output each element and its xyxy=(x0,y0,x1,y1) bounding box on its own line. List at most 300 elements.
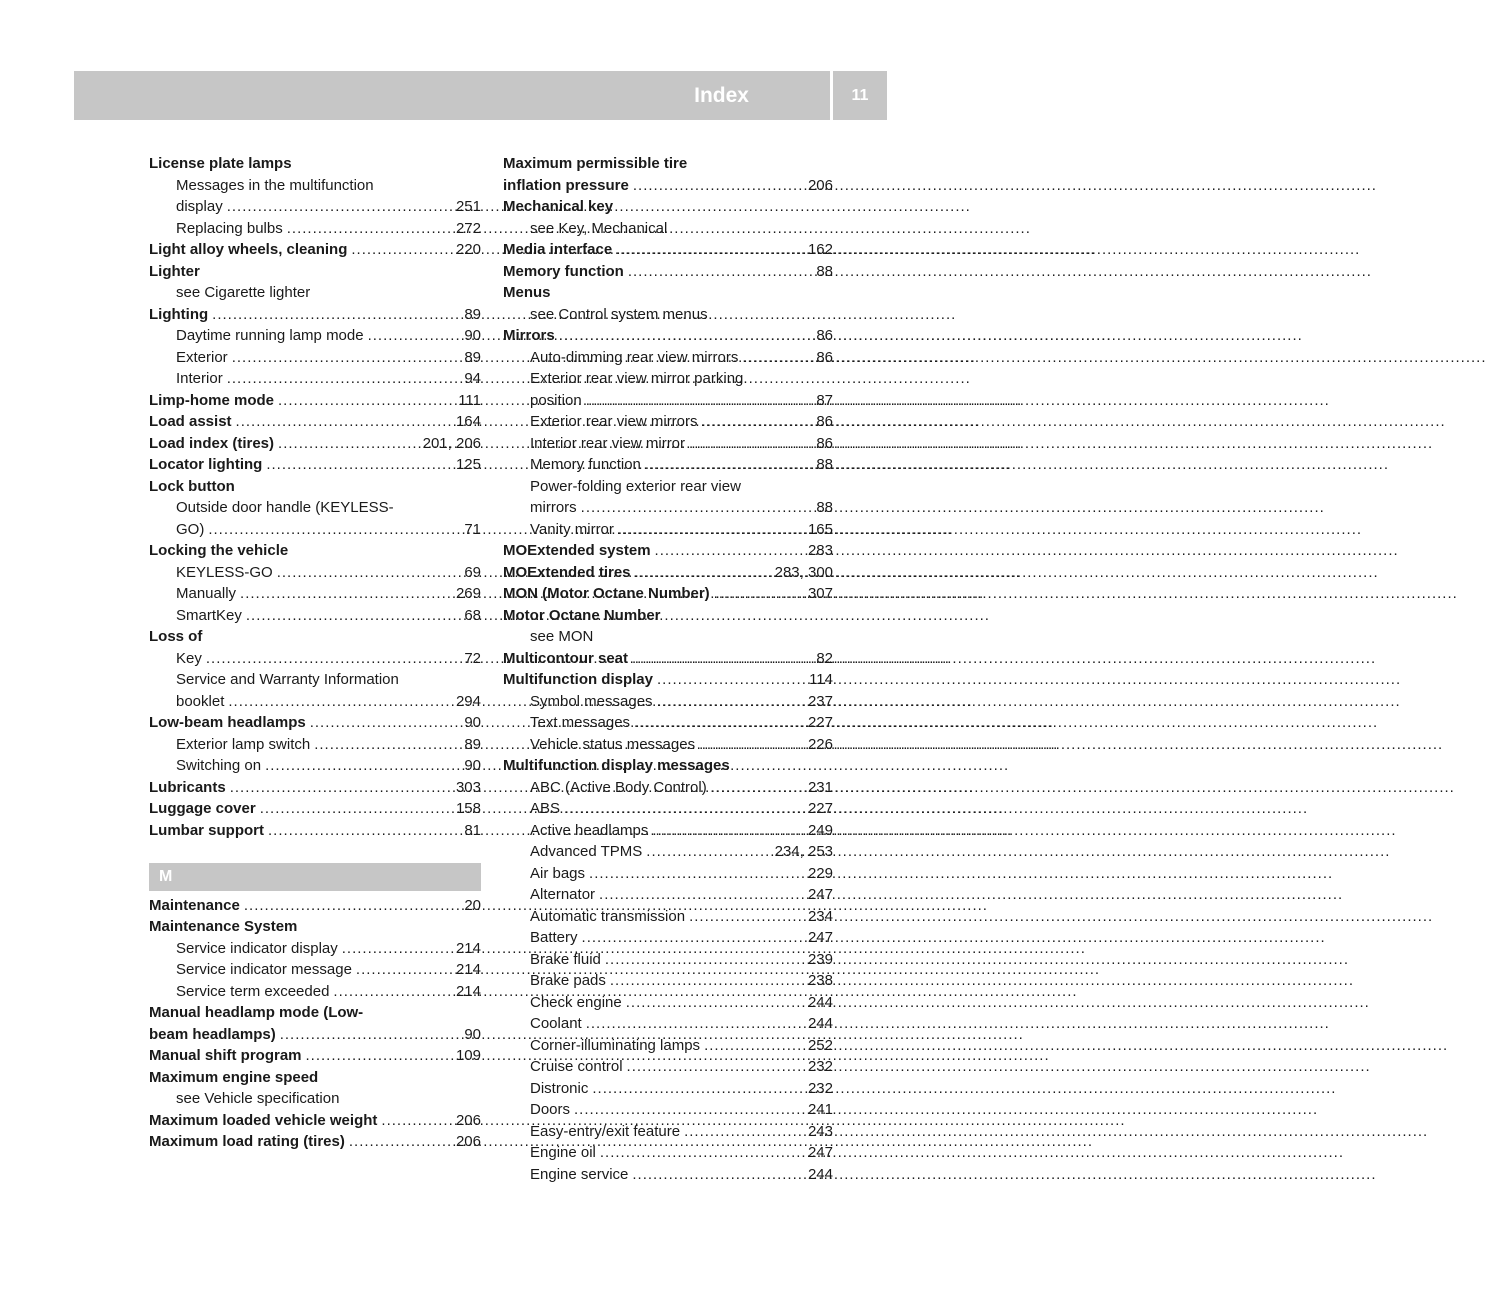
dot-leader xyxy=(704,1035,804,1057)
entry-text: Power-folding exterior rear view xyxy=(530,477,741,495)
page-reference[interactable]: 90 xyxy=(464,1025,481,1043)
entry-text: Menus xyxy=(503,284,551,301)
page-reference[interactable]: 241 xyxy=(807,1101,833,1118)
entry-text: see Cigarette lighter xyxy=(176,284,311,301)
entry-text: Exterior rear view mirror parking xyxy=(530,370,744,387)
entry-text: Service and Warranty Information xyxy=(176,671,399,688)
dot-leader xyxy=(618,519,804,541)
dot-leader xyxy=(699,734,804,756)
entry-text: Service indicator display xyxy=(176,939,338,957)
index-entry[interactable] xyxy=(149,777,481,799)
index-entry[interactable] xyxy=(149,390,481,412)
page-reference[interactable]: 247 xyxy=(807,886,833,903)
page-reference[interactable]: 272 xyxy=(455,219,481,237)
entry-text: Corner-illuminating lamps xyxy=(530,1036,701,1054)
dot-leader xyxy=(586,390,813,412)
dot-leader xyxy=(236,411,452,433)
index-entry xyxy=(149,626,481,648)
dot-leader xyxy=(265,755,460,777)
index-subentry[interactable] xyxy=(503,1056,833,1078)
index-entry[interactable] xyxy=(503,648,833,670)
index-subentry xyxy=(503,476,833,498)
entry-text: beam headlamps) xyxy=(149,1025,276,1043)
index-entry[interactable] xyxy=(149,895,481,917)
page-reference[interactable]: 90 xyxy=(464,327,481,344)
page-reference[interactable]: 283, 300 xyxy=(774,563,833,581)
page-reference[interactable]: 231 xyxy=(807,778,833,796)
index-subentry[interactable] xyxy=(149,347,481,369)
page-reference[interactable]: 214 xyxy=(455,982,481,1000)
page-header xyxy=(74,71,887,120)
entry-text: Daytime running lamp mode xyxy=(176,327,364,344)
entry-text: Brake pads xyxy=(530,972,606,989)
entry-text: Maximum permissible tire xyxy=(503,155,688,172)
index-entry[interactable] xyxy=(503,261,833,283)
index-entry xyxy=(149,1002,481,1024)
dot-leader xyxy=(277,562,461,584)
index-entry[interactable] xyxy=(503,669,833,691)
index-entry[interactable] xyxy=(503,175,833,197)
page-reference[interactable]: 90 xyxy=(464,714,481,731)
index-subentry[interactable] xyxy=(503,1142,833,1164)
dot-leader xyxy=(634,712,804,734)
index-subentry[interactable] xyxy=(503,497,833,519)
page-reference[interactable]: 229 xyxy=(807,864,833,882)
page-reference[interactable]: 214 xyxy=(455,939,481,957)
page-reference[interactable]: 227 xyxy=(807,714,833,731)
entry-text: see Key, Mechanical xyxy=(530,219,668,237)
entry-text: Multifunction display messages xyxy=(503,757,730,774)
index-subentry[interactable] xyxy=(149,562,481,584)
dot-leader xyxy=(581,497,813,519)
page-reference[interactable]: 294 xyxy=(455,692,481,710)
index-entry xyxy=(149,476,481,498)
entry-text: Manual headlamp mode (Low- xyxy=(149,1004,364,1021)
page-reference[interactable]: 94 xyxy=(464,370,481,387)
index-entry[interactable] xyxy=(149,798,481,820)
entry-text: Automatic transmission xyxy=(530,907,686,925)
index-column-right xyxy=(503,153,833,1185)
index-subentry[interactable] xyxy=(503,1164,833,1186)
dot-leader xyxy=(368,325,461,347)
index-subentry[interactable] xyxy=(503,1013,833,1035)
entry-text: Mechanical key xyxy=(503,198,614,215)
entry-text: Memory function xyxy=(503,262,624,280)
dot-leader xyxy=(711,777,804,799)
entry-text: Interior rear view mirror xyxy=(530,434,686,452)
dot-leader xyxy=(628,261,812,283)
dot-leader xyxy=(657,669,805,691)
page-reference[interactable]: 244 xyxy=(807,1015,833,1032)
index-entry[interactable] xyxy=(149,304,481,326)
dot-leader xyxy=(333,981,452,1003)
page-reference[interactable]: 71 xyxy=(464,520,481,538)
dot-leader xyxy=(689,433,812,455)
index-subentry[interactable] xyxy=(149,734,481,756)
entry-text: see Vehicle specification xyxy=(176,1090,340,1107)
entry-text: Symbol messages xyxy=(530,692,653,710)
index-entry[interactable] xyxy=(503,562,833,584)
index-entry xyxy=(149,1067,481,1089)
page-reference[interactable]: 247 xyxy=(807,1144,833,1161)
page-reference[interactable]: 164 xyxy=(455,413,481,430)
dot-leader xyxy=(227,196,452,218)
entry-text: inflation pressure xyxy=(503,176,629,194)
page-reference[interactable]: 89 xyxy=(464,348,481,366)
entry-text: display xyxy=(176,198,223,215)
dot-leader xyxy=(646,841,770,863)
dot-leader xyxy=(244,895,460,917)
dot-leader xyxy=(559,325,813,347)
page-reference[interactable]: 220 xyxy=(455,241,481,258)
index-entry xyxy=(149,261,481,283)
dot-leader xyxy=(314,734,460,756)
page-reference[interactable]: 158 xyxy=(455,800,481,817)
dot-leader xyxy=(627,1056,804,1078)
index-subentry[interactable] xyxy=(503,1121,833,1143)
index-subentry[interactable] xyxy=(503,841,833,863)
dot-leader xyxy=(260,798,452,820)
page-reference[interactable]: 68 xyxy=(464,606,481,624)
index-entry[interactable] xyxy=(503,239,833,261)
dot-leader xyxy=(208,519,460,541)
page-reference[interactable]: 206 xyxy=(455,1133,481,1150)
page-reference[interactable]: 69 xyxy=(464,563,481,581)
dot-leader xyxy=(278,390,454,412)
entry-text: Cruise control xyxy=(530,1058,623,1075)
entry-text: Loss of xyxy=(149,628,203,645)
index-subentry[interactable] xyxy=(503,411,833,433)
entry-text: Service indicator message xyxy=(176,961,352,978)
dot-leader xyxy=(212,304,460,326)
entry-text: Text messages xyxy=(530,714,631,731)
entry-text: Outside door handle (KEYLESS- xyxy=(176,499,394,516)
index-entry[interactable] xyxy=(149,1131,481,1153)
index-entry[interactable] xyxy=(503,540,833,562)
entry-text: Exterior xyxy=(176,348,228,366)
dot-leader xyxy=(626,992,804,1014)
index-subentry[interactable] xyxy=(503,820,833,842)
page-reference[interactable]: 237 xyxy=(807,692,833,710)
index-subentry[interactable] xyxy=(503,927,833,949)
dot-leader xyxy=(228,691,452,713)
index-subentry[interactable] xyxy=(503,433,833,455)
entry-text: Luggage cover xyxy=(149,800,256,817)
page-reference[interactable]: 244 xyxy=(807,993,833,1011)
page-reference[interactable]: 232 xyxy=(807,1058,833,1075)
entry-text: see Control system menus xyxy=(530,305,708,323)
page-reference[interactable]: 89 xyxy=(464,305,481,323)
entry-text: Lighting xyxy=(149,305,209,323)
entry-text: Exterior rear view mirrors xyxy=(530,413,698,430)
entry-text: Lighter xyxy=(149,262,200,280)
entry-text: Auto-dimming rear view mirrors xyxy=(530,348,739,366)
entry-text: Engine service xyxy=(530,1165,629,1183)
dot-leader xyxy=(610,970,804,992)
index-subentry[interactable] xyxy=(503,1035,833,1057)
page-reference[interactable]: 88 xyxy=(816,499,833,516)
index-subentry[interactable] xyxy=(149,196,481,218)
page-reference[interactable]: 87 xyxy=(816,391,833,409)
entry-text: Maximum loaded vehicle weight xyxy=(149,1111,378,1129)
page-reference[interactable]: 283 xyxy=(807,542,833,559)
dot-leader xyxy=(592,1078,804,1100)
index-entry[interactable] xyxy=(149,433,481,455)
entry-text: MOExtended tires xyxy=(503,563,631,581)
page-reference[interactable]: 72 xyxy=(464,649,481,667)
index-entry xyxy=(503,605,833,627)
entry-text: Multifunction display xyxy=(503,671,653,688)
entry-text: Vehicle status messages xyxy=(530,735,696,753)
page-number: 11 xyxy=(851,87,869,104)
dot-leader xyxy=(564,798,804,820)
spacer xyxy=(149,841,481,863)
dot-leader xyxy=(574,1099,804,1121)
dot-leader xyxy=(342,938,452,960)
entry-text: Messages in the multifunction xyxy=(176,176,374,194)
page-reference[interactable]: 86 xyxy=(816,327,833,344)
index-entry[interactable] xyxy=(149,1110,481,1132)
dot-leader xyxy=(287,218,452,240)
page-reference[interactable]: 226 xyxy=(807,735,833,753)
page-reference[interactable]: 86 xyxy=(816,434,833,452)
index-subentry[interactable] xyxy=(149,583,481,605)
entry-text: Brake fluid xyxy=(530,950,601,968)
entry-text: Switching on xyxy=(176,757,262,774)
dot-leader xyxy=(589,863,804,885)
index-subentry[interactable] xyxy=(503,863,833,885)
entry-text: Vanity mirror xyxy=(530,520,614,538)
entry-text: GO) xyxy=(176,520,205,538)
index-subentry xyxy=(149,497,481,519)
page-reference[interactable]: 227 xyxy=(807,800,833,817)
index-subentry[interactable] xyxy=(503,347,833,369)
index-subentry[interactable] xyxy=(149,959,481,981)
dot-leader xyxy=(582,927,804,949)
entry-text: Active headlamps xyxy=(530,821,649,839)
entry-text: Memory function xyxy=(530,456,641,473)
index-subentry[interactable] xyxy=(503,884,833,906)
entry-text: mirrors xyxy=(530,499,577,516)
index-entry[interactable] xyxy=(149,454,481,476)
index-entry[interactable] xyxy=(503,325,833,347)
entry-text: Alternator xyxy=(530,886,596,903)
page-reference[interactable]: 206 xyxy=(455,1111,481,1129)
page-reference[interactable]: 307 xyxy=(807,585,833,602)
entry-text: SmartKey xyxy=(176,606,242,624)
dot-leader xyxy=(599,884,804,906)
page-reference[interactable]: 86 xyxy=(816,348,833,366)
index-subentry xyxy=(503,368,833,390)
index-subentry[interactable] xyxy=(503,390,833,412)
dot-leader xyxy=(600,1142,804,1164)
index-subentry[interactable] xyxy=(503,734,833,756)
entry-text: Manual shift program xyxy=(149,1047,302,1064)
dot-leader xyxy=(278,433,419,455)
entry-text: Distronic xyxy=(530,1079,589,1097)
index-entry[interactable] xyxy=(503,583,833,605)
index-subentry[interactable] xyxy=(149,605,481,627)
page-reference[interactable]: 81 xyxy=(464,821,481,839)
dot-leader xyxy=(266,454,452,476)
entry-text: Multicontour seat xyxy=(503,649,629,667)
page-reference[interactable]: 234 xyxy=(807,907,833,925)
page-reference[interactable]: 201, 206 xyxy=(422,434,481,452)
index-subentry xyxy=(149,1088,481,1110)
dot-leader xyxy=(633,175,804,197)
index-subentry[interactable] xyxy=(503,906,833,928)
entry-text: MON (Motor Octane Number) xyxy=(503,585,710,602)
page-reference[interactable]: 206 xyxy=(807,176,833,194)
index-subentry[interactable] xyxy=(149,325,481,347)
entry-text: Manually xyxy=(176,585,237,602)
dot-leader xyxy=(635,562,771,584)
entry-text: License plate lamps xyxy=(149,155,292,172)
entry-text: Check engine xyxy=(530,993,622,1011)
page-reference[interactable]: 109 xyxy=(455,1047,481,1064)
entry-text: Motor Octane Number xyxy=(503,606,661,624)
entry-text: Load assist xyxy=(149,413,232,430)
index-entry xyxy=(149,916,481,938)
page-reference[interactable]: 90 xyxy=(464,757,481,774)
dot-leader xyxy=(381,1110,452,1132)
index-subentry xyxy=(503,304,833,326)
entry-text: Maintenance System xyxy=(149,918,298,935)
index-subentry[interactable] xyxy=(149,648,481,670)
entry-text: Interior xyxy=(176,370,223,387)
page-reference[interactable]: 251 xyxy=(455,198,481,215)
entry-text: Engine oil xyxy=(530,1144,596,1161)
header-title: Index xyxy=(694,84,749,107)
entry-text: position xyxy=(530,391,582,409)
index-entry[interactable] xyxy=(149,820,481,842)
dot-leader xyxy=(206,648,460,670)
dot-leader xyxy=(351,239,452,261)
page-reference[interactable]: 88 xyxy=(816,262,833,280)
index-subentry[interactable] xyxy=(503,970,833,992)
dot-leader xyxy=(689,906,804,928)
entry-text: Battery xyxy=(530,929,578,946)
page-reference[interactable]: 243 xyxy=(807,1122,833,1140)
dot-leader xyxy=(280,1024,461,1046)
index-entry[interactable] xyxy=(149,1024,481,1046)
dot-leader xyxy=(702,411,813,433)
dot-leader xyxy=(349,1131,452,1153)
index-subentry[interactable] xyxy=(503,798,833,820)
entry-text: Doors xyxy=(530,1101,571,1118)
dot-leader xyxy=(632,648,812,670)
index-entry[interactable] xyxy=(149,411,481,433)
dot-leader xyxy=(356,959,452,981)
index-subentry[interactable] xyxy=(503,1078,833,1100)
entry-text: Media interface xyxy=(503,241,613,258)
page-reference[interactable]: 269 xyxy=(455,585,481,602)
dot-leader xyxy=(232,347,461,369)
entry-text: Key xyxy=(176,649,202,667)
page-reference[interactable]: 88 xyxy=(816,456,833,473)
dot-leader xyxy=(652,820,804,842)
index-subentry[interactable] xyxy=(149,368,481,390)
dot-leader xyxy=(246,605,460,627)
index-subentry[interactable] xyxy=(149,755,481,777)
page-reference[interactable]: 252 xyxy=(807,1036,833,1054)
index-subentry[interactable] xyxy=(149,218,481,240)
entry-text: Load index (tires) xyxy=(149,434,275,452)
index-entry xyxy=(503,755,833,777)
index-subentry[interactable] xyxy=(149,938,481,960)
page-reference[interactable]: 86 xyxy=(816,413,833,430)
dot-leader xyxy=(714,583,804,605)
page-reference[interactable]: 89 xyxy=(464,735,481,753)
dot-leader xyxy=(645,454,812,476)
index-entry[interactable] xyxy=(149,239,481,261)
dot-leader xyxy=(632,1164,804,1186)
section-heading: M xyxy=(149,863,481,891)
index-entry xyxy=(503,153,833,175)
page-reference[interactable]: 165 xyxy=(807,520,833,538)
index-subentry[interactable] xyxy=(149,691,481,713)
index-entry[interactable] xyxy=(149,1045,481,1067)
page-reference[interactable]: 303 xyxy=(455,778,481,796)
entry-text: Maximum load rating (tires) xyxy=(149,1133,345,1150)
index-subentry[interactable] xyxy=(503,1099,833,1121)
entry-text: Coolant xyxy=(530,1015,582,1032)
page-reference[interactable]: 20 xyxy=(464,896,481,914)
index-subentry xyxy=(149,282,481,304)
page-reference[interactable]: 111 xyxy=(458,391,481,409)
page-reference[interactable]: 249 xyxy=(807,821,833,839)
index-entry xyxy=(503,282,833,304)
page-reference[interactable]: 234, 253 xyxy=(774,843,833,860)
page-reference[interactable]: 239 xyxy=(807,950,833,968)
index-subentry[interactable] xyxy=(503,777,833,799)
index-subentry[interactable] xyxy=(503,691,833,713)
entry-text: Mirrors xyxy=(503,327,555,344)
page-reference[interactable]: 82 xyxy=(816,649,833,667)
dot-leader xyxy=(240,583,452,605)
entry-text: Light alloy wheels, cleaning xyxy=(149,241,348,258)
dot-leader xyxy=(310,712,461,734)
index-subentry[interactable] xyxy=(503,519,833,541)
page-reference[interactable]: 232 xyxy=(807,1079,833,1097)
entry-text: Lubricants xyxy=(149,778,226,796)
page-reference[interactable]: 247 xyxy=(807,929,833,946)
page-reference[interactable]: 214 xyxy=(455,961,481,978)
page-reference[interactable]: 244 xyxy=(807,1165,833,1183)
index-entry[interactable] xyxy=(149,712,481,734)
entry-text: Low-beam headlamps xyxy=(149,714,306,731)
index-subentry[interactable] xyxy=(503,949,833,971)
index-subentry[interactable] xyxy=(503,992,833,1014)
page-reference[interactable]: 114 xyxy=(809,671,833,688)
dot-leader xyxy=(586,1013,804,1035)
index-subentry[interactable] xyxy=(503,712,833,734)
dot-leader xyxy=(616,239,804,261)
page-reference[interactable]: 238 xyxy=(807,972,833,989)
index-subentry[interactable] xyxy=(149,519,481,541)
index-subentry xyxy=(149,175,481,197)
entry-text: Replacing bulbs xyxy=(176,219,283,237)
page-reference[interactable]: 125 xyxy=(455,456,481,473)
index-subentry[interactable] xyxy=(503,454,833,476)
entry-text: ABC (Active Body Control) xyxy=(530,778,707,796)
dot-leader xyxy=(268,820,460,842)
index-entry xyxy=(149,540,481,562)
page-reference[interactable]: 162 xyxy=(807,241,833,258)
entry-text: Maintenance xyxy=(149,896,240,914)
index-subentry xyxy=(149,669,481,691)
index-subentry[interactable] xyxy=(149,981,481,1003)
